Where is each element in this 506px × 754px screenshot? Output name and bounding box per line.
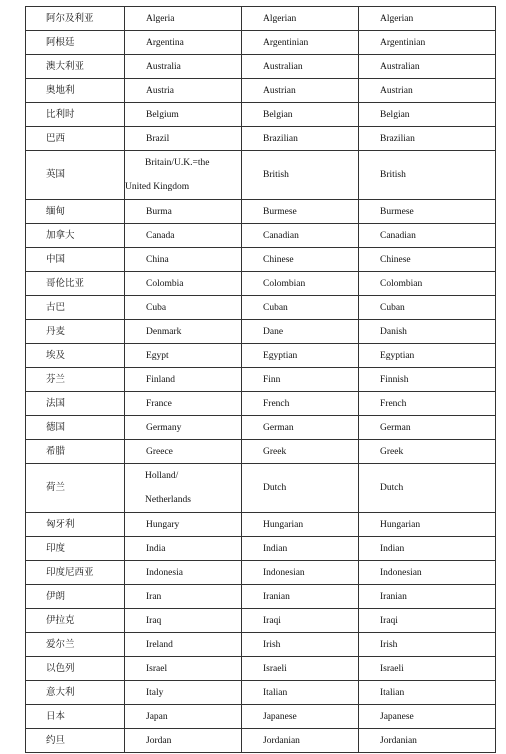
cell-chinese-name: 爱尔兰 xyxy=(26,633,125,657)
cell-people-form: British xyxy=(242,151,359,200)
cell-adjective-form: Cuban xyxy=(359,296,496,320)
cell-chinese-name: 德国 xyxy=(26,416,125,440)
cell-country-name: Hungary xyxy=(125,513,242,537)
cell-adjective-form: Argentinian xyxy=(359,31,496,55)
cell-chinese-name: 芬兰 xyxy=(26,368,125,392)
cell-country-name: Italy xyxy=(125,681,242,705)
cell-chinese-name: 荷兰 xyxy=(26,464,125,513)
cell-people-form: Greek xyxy=(242,440,359,464)
cell-country-name: Brazil xyxy=(125,127,242,151)
cell-people-form: French xyxy=(242,392,359,416)
cell-people-form: Argentinian xyxy=(242,31,359,55)
cell-chinese-name: 伊拉克 xyxy=(26,609,125,633)
cell-chinese-name: 法国 xyxy=(26,392,125,416)
table-row xyxy=(26,127,496,151)
cell-adjective-form: Japanese xyxy=(359,705,496,729)
cell-adjective-form: Algerian xyxy=(359,7,496,31)
cell-chinese-name: 印度 xyxy=(26,537,125,561)
cell-adjective-form: French xyxy=(359,392,496,416)
cell-people-form: Finn xyxy=(242,368,359,392)
cell-people-form: Belgian xyxy=(242,103,359,127)
cell-adjective-form: Jordanian xyxy=(359,729,496,753)
cell-people-form: Algerian xyxy=(242,7,359,31)
cell-chinese-name: 阿根廷 xyxy=(26,31,125,55)
cell-country-name: Canada xyxy=(125,224,242,248)
cell-people-form: Austrian xyxy=(242,79,359,103)
table-row xyxy=(26,561,496,585)
cell-people-form: Israeli xyxy=(242,657,359,681)
cell-country-name: Finland xyxy=(125,368,242,392)
cell-country-name: Egypt xyxy=(125,344,242,368)
table-row xyxy=(26,272,496,296)
cell-people-form: Dutch xyxy=(242,464,359,513)
cell-adjective-form: Brazilian xyxy=(359,127,496,151)
cell-adjective-form: Italian xyxy=(359,681,496,705)
cell-people-form: Egyptian xyxy=(242,344,359,368)
country-nationality-table xyxy=(25,6,496,753)
cell-country-name: Iran xyxy=(125,585,242,609)
cell-country-name: Germany xyxy=(125,416,242,440)
table-row xyxy=(26,440,496,464)
cell-people-form: Japanese xyxy=(242,705,359,729)
cell-country-name: France xyxy=(125,392,242,416)
table-row xyxy=(26,103,496,127)
cell-chinese-name: 约旦 xyxy=(26,729,125,753)
cell-adjective-form: Canadian xyxy=(359,224,496,248)
table-row xyxy=(26,344,496,368)
cell-country-name: Iraq xyxy=(125,609,242,633)
cell-chinese-name: 以色列 xyxy=(26,657,125,681)
cell-chinese-name: 希腊 xyxy=(26,440,125,464)
country-name-line-1: Britain/U.K.=the xyxy=(145,158,210,168)
cell-chinese-name: 印度尼西亚 xyxy=(26,561,125,585)
table-row xyxy=(26,705,496,729)
cell-people-form: Chinese xyxy=(242,248,359,272)
cell-chinese-name: 日本 xyxy=(26,705,125,729)
cell-adjective-form: Hungarian xyxy=(359,513,496,537)
cell-chinese-name: 丹麦 xyxy=(26,320,125,344)
cell-adjective-form: Greek xyxy=(359,440,496,464)
cell-adjective-form: Israeli xyxy=(359,657,496,681)
cell-chinese-name: 古巴 xyxy=(26,296,125,320)
cell-adjective-form: German xyxy=(359,416,496,440)
cell-adjective-form: Egyptian xyxy=(359,344,496,368)
table-row xyxy=(26,200,496,224)
cell-adjective-form: Dutch xyxy=(359,464,496,513)
cell-country-name: Colombia xyxy=(125,272,242,296)
cell-people-form: Hungarian xyxy=(242,513,359,537)
cell-country-name: Japan xyxy=(125,705,242,729)
country-name-line-2: Netherlands xyxy=(145,495,191,505)
country-name-line-2: United Kingdom xyxy=(125,182,190,192)
table-row xyxy=(26,537,496,561)
cell-country-name xyxy=(125,151,242,200)
cell-adjective-form: Colombian xyxy=(359,272,496,296)
cell-adjective-form: Iranian xyxy=(359,585,496,609)
cell-chinese-name: 埃及 xyxy=(26,344,125,368)
cell-people-form: Indian xyxy=(242,537,359,561)
cell-people-form: Australian xyxy=(242,55,359,79)
table-row xyxy=(26,513,496,537)
table-row xyxy=(26,681,496,705)
cell-adjective-form: Burmese xyxy=(359,200,496,224)
table-row xyxy=(26,320,496,344)
cell-country-name: Denmark xyxy=(125,320,242,344)
cell-chinese-name: 巴西 xyxy=(26,127,125,151)
cell-adjective-form: Indonesian xyxy=(359,561,496,585)
cell-country-name: Jordan xyxy=(125,729,242,753)
table-row xyxy=(26,657,496,681)
cell-adjective-form: Austrian xyxy=(359,79,496,103)
table-row xyxy=(26,368,496,392)
country-name-line-1: Holland/ xyxy=(145,471,179,481)
cell-people-form: German xyxy=(242,416,359,440)
cell-country-name: Cuba xyxy=(125,296,242,320)
cell-adjective-form: Indian xyxy=(359,537,496,561)
cell-chinese-name: 澳大利亚 xyxy=(26,55,125,79)
cell-chinese-name: 中国 xyxy=(26,248,125,272)
cell-people-form: Irish xyxy=(242,633,359,657)
cell-country-name: Burma xyxy=(125,200,242,224)
cell-people-form: Italian xyxy=(242,681,359,705)
table-row xyxy=(26,633,496,657)
table-row xyxy=(26,31,496,55)
cell-chinese-name: 哥伦比亚 xyxy=(26,272,125,296)
cell-adjective-form: Finnish xyxy=(359,368,496,392)
cell-people-form: Canadian xyxy=(242,224,359,248)
cell-adjective-form: Belgian xyxy=(359,103,496,127)
table-row xyxy=(26,609,496,633)
cell-people-form: Brazilian xyxy=(242,127,359,151)
cell-people-form: Jordanian xyxy=(242,729,359,753)
table-row xyxy=(26,585,496,609)
cell-chinese-name: 匈牙利 xyxy=(26,513,125,537)
cell-chinese-name: 缅甸 xyxy=(26,200,125,224)
cell-chinese-name: 伊朗 xyxy=(26,585,125,609)
cell-country-name: Austria xyxy=(125,79,242,103)
cell-country-name: China xyxy=(125,248,242,272)
table-row xyxy=(26,416,496,440)
cell-people-form: Colombian xyxy=(242,272,359,296)
cell-country-name: Australia xyxy=(125,55,242,79)
cell-people-form: Iranian xyxy=(242,585,359,609)
cell-country-name: Ireland xyxy=(125,633,242,657)
table-row xyxy=(26,248,496,272)
table-row xyxy=(26,55,496,79)
table-row xyxy=(26,151,496,200)
cell-adjective-form: Chinese xyxy=(359,248,496,272)
cell-chinese-name: 阿尔及利亚 xyxy=(26,7,125,31)
cell-country-name: Argentina xyxy=(125,31,242,55)
cell-chinese-name: 英国 xyxy=(26,151,125,200)
table-row xyxy=(26,7,496,31)
table-row xyxy=(26,392,496,416)
table-row xyxy=(26,296,496,320)
table-row xyxy=(26,79,496,103)
cell-people-form: Iraqi xyxy=(242,609,359,633)
cell-country-name: India xyxy=(125,537,242,561)
cell-country-name: Greece xyxy=(125,440,242,464)
cell-adjective-form: Australian xyxy=(359,55,496,79)
cell-chinese-name: 奥地利 xyxy=(26,79,125,103)
table-row xyxy=(26,464,496,513)
cell-adjective-form: Iraqi xyxy=(359,609,496,633)
cell-country-name: Indonesia xyxy=(125,561,242,585)
cell-country-name xyxy=(125,464,242,513)
cell-people-form: Dane xyxy=(242,320,359,344)
cell-adjective-form: Danish xyxy=(359,320,496,344)
cell-chinese-name: 加拿大 xyxy=(26,224,125,248)
cell-country-name: Belgium xyxy=(125,103,242,127)
cell-people-form: Cuban xyxy=(242,296,359,320)
cell-adjective-form: British xyxy=(359,151,496,200)
table-row xyxy=(26,224,496,248)
cell-people-form: Burmese xyxy=(242,200,359,224)
cell-country-name: Israel xyxy=(125,657,242,681)
cell-country-name: Algeria xyxy=(125,7,242,31)
cell-chinese-name: 比利时 xyxy=(26,103,125,127)
cell-adjective-form: Irish xyxy=(359,633,496,657)
table-row xyxy=(26,729,496,753)
table-body xyxy=(26,7,496,753)
cell-chinese-name: 意大利 xyxy=(26,681,125,705)
cell-people-form: Indonesian xyxy=(242,561,359,585)
